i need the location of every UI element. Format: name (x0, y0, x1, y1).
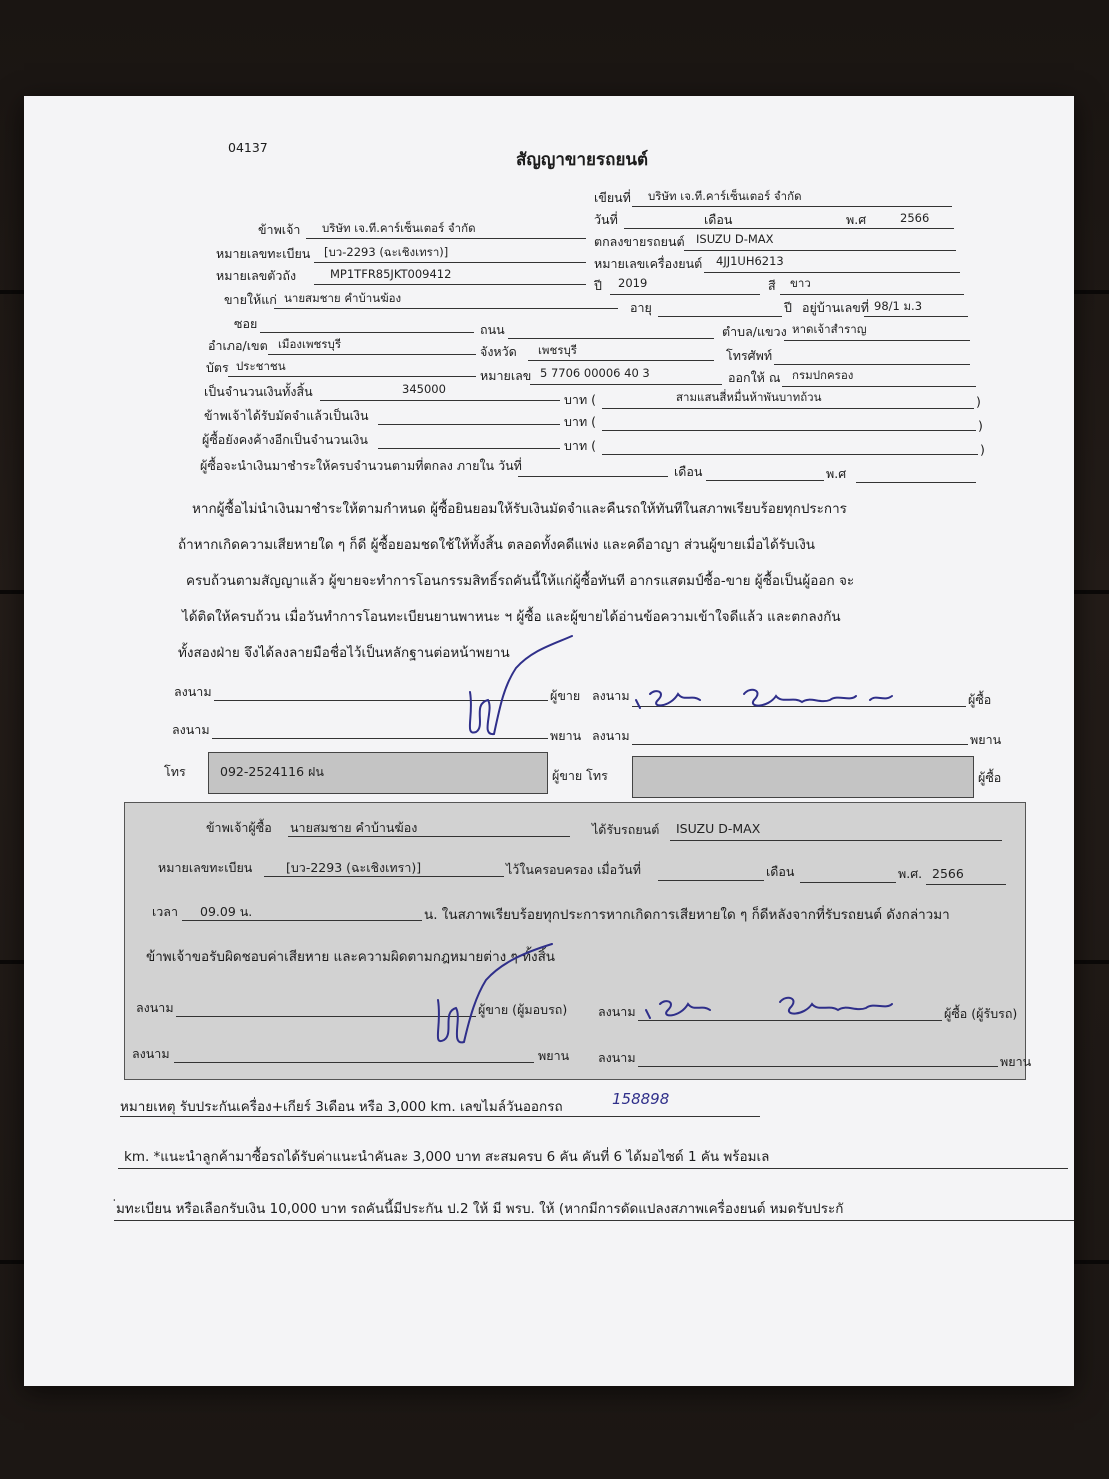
buyer-i-value: นายสมชาย คำบ้านฆ้อง (290, 820, 418, 835)
month-label: เดือน (704, 212, 733, 227)
address-label: อยู่บ้านเลขที่ (802, 300, 870, 315)
rule (602, 408, 974, 409)
sign-label: ลงนาม (598, 1050, 636, 1065)
terms-line: ได้ติดให้ครบถ้วน เมื่อวันทำการโอนทะเบียนยานพาหนะ ฯ ผู้ซื้อ และผู้ขายได้อ่านข้อความเข้าใจดีแล้ว และตกลงกัน (182, 609, 841, 625)
condition-text: น. ในสภาพเรียบร้อยทุกประการหากเกิดการเสียหายใด ๆ ก็ดีหลังจากที่รับรถยนต์ ดังกล่าวมา (424, 907, 950, 923)
rule (800, 882, 896, 883)
i-label: ข้าพเจ้า (258, 222, 301, 237)
amphoe-value: เมืองเพชรบุรี (278, 337, 342, 351)
rule (268, 354, 476, 355)
receipt-year-label: พ.ศ. (898, 866, 923, 881)
reg-label: หมายเลขทะเบียน (216, 246, 311, 261)
buyer-label: ผู้ซื้อ (978, 770, 1002, 785)
buyer-receive-label: ผู้ซื้อ (ผู้รับรถ) (944, 1006, 1018, 1021)
rule (528, 360, 714, 361)
receipt-box (124, 802, 1026, 1080)
date-label: วันที่ (594, 212, 618, 227)
rule (212, 738, 548, 739)
terms-line: หากผู้ซื้อไม่นำเงินมาชำระให้ตามกำหนด ผู้ซื้อยินยอมให้รับเงินมัดจำและคืนรถให้ทันทีในสภาพเรียบร้อยทุกประการ (192, 501, 847, 517)
rule (260, 332, 474, 333)
buyer-label: ผู้ซื้อ (968, 692, 992, 707)
rule (182, 920, 422, 921)
remarks-line: ่มทะเบียน หรือเลือกรับเงิน 10,000 บาท รถคันนี้มีประกัน ป.2 ให้ มี พรบ. ให้ (หากมีการดัดแปลงสภาพเครื่องยนต์ หมดรับประกั (116, 1201, 844, 1217)
contract-paper (24, 96, 1074, 1386)
rule (670, 840, 1002, 841)
reg-value: [บว-2293 (ฉะเชิงเทรา)] (324, 245, 449, 259)
signature-ink (24, 96, 1074, 1386)
witness-label: พยาน (1000, 1054, 1032, 1069)
remarks-line: หมายเหตุ รับประกันเครื่อง+เกียร์ 3เดือน หรือ 3,000 km. เลขไมล์วันออกรถ (120, 1099, 563, 1115)
buyer-i-label: ข้าพเจ้าผู้ซื้อ (206, 820, 272, 835)
rule (530, 384, 722, 385)
baht-label: บาท ( (564, 414, 597, 429)
rule (780, 294, 964, 295)
rule (214, 700, 548, 701)
baht-label: บาท ( (564, 438, 597, 453)
rule (632, 206, 952, 207)
remarks-line: km. *แนะนำลูกค้ามาซื้อรถได้รับค่าแนะนำคันละ 3,000 บาท สะสมครบ 6 คัน คันที่ 6 ได้มอไซด์ 1 คัน พร้อมเล (124, 1149, 770, 1165)
phone-label: โทรศัพท์ (726, 348, 773, 363)
total-value: 345000 (402, 382, 446, 396)
received-value: ISUZU D-MAX (676, 821, 761, 836)
sign-label: ลงนาม (598, 1004, 636, 1019)
time-label: เวลา (152, 904, 178, 919)
terms-line: ทั้งสองฝ่าย จึงได้ลงลายมือชื่อไว้เป็นหลักฐานต่อหน้าพยาน (178, 645, 510, 661)
year-value: 2566 (900, 211, 930, 225)
sign-label: ลงนาม (592, 688, 630, 703)
rule (926, 884, 1006, 885)
sell-to-label: ขายให้แก่ (224, 292, 277, 307)
close-paren: ) (980, 442, 985, 457)
sign-label: ลงนาม (592, 728, 630, 743)
owed-label: ผู้ซื้อยังคงค้างอีกเป็นจำนวนเงิน (202, 432, 368, 447)
receipt-reg-value: [บว-2293 (ฉะเชิงเทรา)] (286, 860, 422, 875)
rule (518, 476, 668, 477)
rule (264, 876, 504, 877)
receipt-month-label: เดือน (766, 864, 795, 879)
witness-label: พยาน (550, 728, 582, 743)
seller-phone: 092-2524116 ฝน (220, 764, 324, 779)
card-value: ประชาชน (236, 359, 286, 373)
rule (602, 430, 976, 431)
pay-year: พ.ศ (826, 466, 847, 481)
rule (706, 480, 824, 481)
buyer-name: นายสมชาย คำบ้านฆ้อง (284, 291, 402, 305)
card-label: บัตร (206, 360, 229, 375)
rule (684, 250, 956, 251)
baht-label: บาท ( (564, 392, 597, 407)
rule (114, 1220, 1074, 1221)
year-model-label: ปี (594, 278, 602, 293)
issued-label: ออกให้ ณ (728, 370, 781, 385)
rule (632, 744, 968, 745)
rule (774, 364, 970, 365)
written-at-value: บริษัท เจ.ที.คาร์เซ็นเตอร์ จำกัด (648, 189, 802, 203)
mileage-handwritten: 158898 (612, 1090, 670, 1108)
card-no-value: 5 7706 00006 40 3 (540, 366, 650, 380)
rule (856, 482, 976, 483)
possession-label: ไว้ในครอบครอง เมื่อวันที่ (506, 862, 641, 877)
rule (784, 340, 970, 341)
rule (288, 836, 570, 837)
tambon-value: หาดเจ้าสำราญ (792, 322, 867, 336)
address-value: 98/1 ม.3 (874, 299, 923, 313)
pay-label: ผู้ซื้อจะนำเงินมาชำระให้ครบจำนวนตามที่ตกลง ภายใน วันที่ (200, 458, 522, 473)
rule (704, 272, 960, 273)
road-label: ถนน (480, 322, 505, 337)
rule (176, 1016, 476, 1017)
terms-line: ถ้าหากเกิดความเสียหายใด ๆ ก็ดี ผู้ซื้อยอมชดใช้ให้ทั้งสิ้น ตลอดทั้งคดีแพ่ง และคดีอาญา ส่วนผู้ขายเมื่อได้รับเงิน (178, 537, 816, 553)
sign-label: ลงนาม (132, 1046, 170, 1061)
card-no-label: หมายเลข (480, 368, 532, 383)
i-value: บริษัท เจ.ที.คาร์เซ็นเตอร์ จำกัด (322, 221, 476, 235)
rule (610, 294, 760, 295)
witness-label: พยาน (538, 1048, 570, 1063)
rule (782, 386, 976, 387)
time-value: 09.09 น. (200, 904, 253, 919)
age-unit: ปี (784, 300, 792, 315)
sign-label: ลงนาม (174, 684, 212, 699)
year-model-value: 2019 (618, 276, 648, 290)
close-paren: ) (976, 394, 981, 409)
rule (118, 1168, 1068, 1169)
received-label: ได้รับรถยนต์ (592, 822, 660, 837)
agree-value: ISUZU D-MAX (696, 232, 774, 246)
chassis-label: หมายเลขตัวถัง (216, 268, 297, 283)
agree-label: ตกลงขายรถยนต์ (594, 234, 685, 249)
soi-label: ซอย (234, 316, 258, 331)
chassis-value: MP1TFR85JKT009412 (330, 267, 452, 281)
engine-label: หมายเลขเครื่องยนต์ (594, 256, 703, 271)
total-label: เป็นจำนวนเงินทั้งสิ้น (204, 384, 313, 399)
rule (624, 228, 954, 229)
rule (274, 308, 618, 309)
province-value: เพชรบุรี (538, 343, 577, 357)
rule (306, 238, 586, 239)
rule (120, 1116, 760, 1117)
rule (174, 1062, 534, 1063)
rule (658, 316, 782, 317)
sign-label: ลงนาม (172, 722, 210, 737)
terms-line: ครบถ้วนตามสัญญาแล้ว ผู้ขายจะทำการโอนกรรมสิทธิ์รถคันนี้ให้แก่ผู้ซื้อทันที อากรแสตมป์ซื้อ-ขาย ผู้ซื้อเป็นผู้ออก จะ (186, 573, 855, 589)
rule (228, 376, 476, 377)
rule (658, 880, 764, 881)
province-label: จังหวัด (480, 344, 517, 359)
rule (378, 448, 560, 449)
receipt-year-value: 2566 (932, 866, 964, 881)
age-label: อายุ (630, 300, 652, 315)
amphoe-label: อำเภอ/เขต (208, 338, 268, 353)
phone-label: โทร (164, 764, 186, 779)
rule (864, 316, 968, 317)
rule (320, 400, 560, 401)
seller-phone-label: ผู้ขาย โทร (552, 768, 608, 783)
engine-value: 4JJ1UH6213 (716, 254, 784, 268)
deposit-label: ข้าพเจ้าได้รับมัดจำแล้วเป็นเงิน (204, 408, 369, 423)
total-words: สามแสนสี่หมื่นห้าพันบาทถ้วน (676, 390, 822, 404)
written-at-label: เขียนที่ (594, 190, 631, 205)
doc-title: สัญญาขายรถยนต์ (516, 150, 649, 170)
issued-value: กรมปกครอง (792, 368, 854, 382)
witness-label: พยาน (970, 732, 1002, 747)
seller-delivery-label: ผู้ขาย (ผู้มอบรถ) (478, 1002, 568, 1017)
sign-label: ลงนาม (136, 1000, 174, 1015)
seller-label: ผู้ขาย (550, 688, 581, 703)
rule (314, 262, 586, 263)
buyer-phone-box (632, 756, 974, 798)
rule (602, 454, 978, 455)
liability-text: ข้าพเจ้าขอรับผิดชอบค่าเสียหาย และความผิดตามกฎหมายต่าง ๆ ทั้งสิ้น (146, 949, 556, 965)
color-value: ขาว (790, 276, 811, 290)
rule (314, 284, 586, 285)
rule (378, 424, 560, 425)
close-paren: ) (978, 418, 983, 433)
doc-number: 04137 (228, 140, 268, 155)
color-label: สี (768, 278, 776, 293)
tambon-label: ตำบล/แขวง (722, 324, 787, 339)
rule (638, 1020, 942, 1021)
pay-month: เดือน (674, 464, 703, 479)
rule (508, 338, 714, 339)
year-label: พ.ศ (846, 212, 867, 227)
rule (632, 706, 966, 707)
receipt-reg-label: หมายเลขทะเบียน (158, 860, 253, 875)
rule (638, 1066, 998, 1067)
